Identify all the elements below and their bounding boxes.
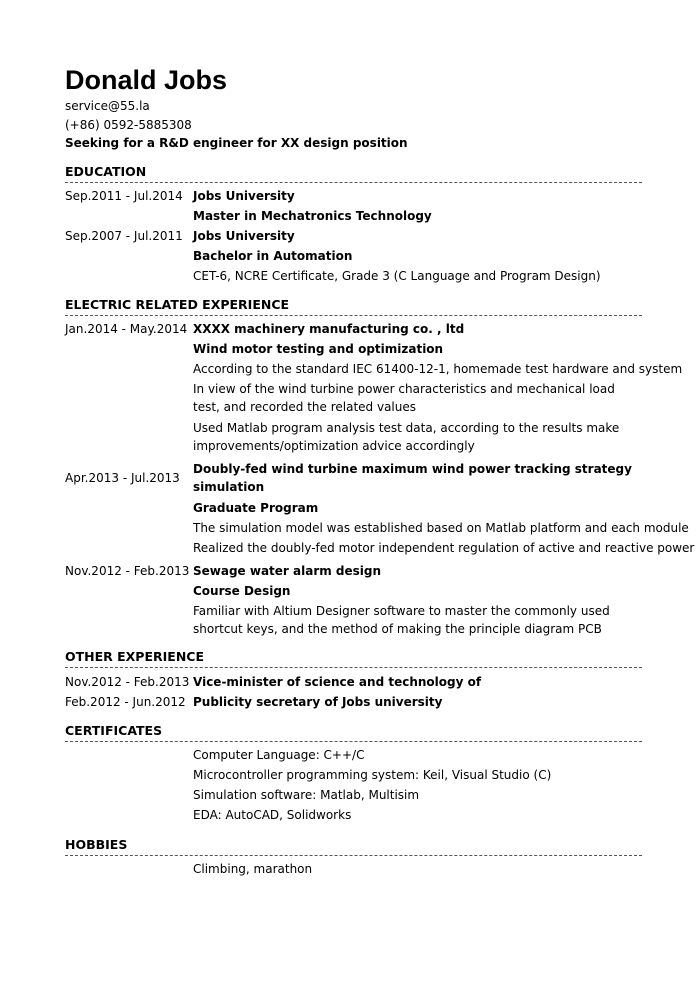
entry-date: Sep.2011 - Jul.2014 xyxy=(65,189,183,203)
entry-content xyxy=(193,186,642,226)
entry-date: Sep.2007 - Jul.2011 xyxy=(65,229,183,243)
phone: (+86) 0592-5885308 xyxy=(65,118,192,132)
entry-note: CET-6, NCRE Certificate, Grade 3 (C Language and Program Design) xyxy=(193,269,601,283)
entry-company: Sewage water alarm design xyxy=(193,564,382,578)
entry-date: Nov.2012 - Feb.2013 xyxy=(65,564,190,578)
entry-school: Jobs University xyxy=(193,229,295,243)
certificates-content xyxy=(193,745,642,825)
section-electric-title: ELECTRIC RELATED EXPERIENCE xyxy=(65,297,642,316)
entry-bullet: Used Matlab program analysis test data, according to the results make improvements/optimization advice accordingly xyxy=(193,421,620,453)
entry-company: Doubly-fed wind turbine maximum wind power tracking strategy simulation xyxy=(193,462,632,494)
entry-content xyxy=(193,672,642,692)
entry-role: Graduate Program xyxy=(193,501,319,515)
hobbies-text: Climbing, marathon xyxy=(193,862,313,876)
section-certificates-title: CERTIFICATES xyxy=(65,723,642,742)
entry-school: Jobs University xyxy=(193,189,295,203)
entry-bullet: In view of the wind turbine power characteristics and mechanical load test, and recorded the related values xyxy=(193,382,615,414)
email: service@55.la xyxy=(65,99,150,113)
entry-text: Publicity secretary of Jobs university xyxy=(193,695,443,709)
entry-bullet: The simulation model was established based on Matlab platform and each module xyxy=(193,521,689,535)
entry-text: Vice-minister of science and technology of xyxy=(193,675,482,689)
entry-content xyxy=(193,459,695,558)
entry-role: Wind motor testing and optimization xyxy=(193,342,444,356)
hobbies-content xyxy=(193,859,642,879)
certificate-item: Simulation software: Matlab, Multisim xyxy=(193,788,420,802)
certificate-item: Computer Language: C++/C xyxy=(193,748,365,762)
entry-content xyxy=(193,319,683,457)
entry-bullet: According to the standard IEC 61400-12-1, homemade test hardware and system xyxy=(193,362,683,376)
entry-role: Course Design xyxy=(193,584,291,598)
entry-degree: Bachelor in Automation xyxy=(193,249,353,263)
entry-date: Nov.2012 - Feb.2013 xyxy=(65,675,190,689)
section-hobbies-title: HOBBIES xyxy=(65,837,642,856)
entry-date: Feb.2012 - Jun.2012 xyxy=(65,695,186,709)
certificate-item: EDA: AutoCAD, Solidworks xyxy=(193,808,352,822)
entry-content xyxy=(193,226,642,286)
entry-content xyxy=(193,561,642,640)
objective: Seeking for a R&D engineer for XX design position xyxy=(65,136,408,150)
candidate-name: Donald Jobs xyxy=(65,65,228,95)
certificate-item: Microcontroller programming system: Keil, Visual Studio (C) xyxy=(193,768,552,782)
entry-bullet: Familiar with Altium Designer software to master the commonly used shortcut keys, and the method of making the principle diagram PCB xyxy=(193,604,610,636)
entry-date: Jan.2014 - May.2014 xyxy=(65,322,188,336)
section-education-title: EDUCATION xyxy=(65,164,642,183)
entry-bullet: Realized the doubly-fed motor independent regulation of active and reactive power xyxy=(193,541,695,555)
entry-company: XXXX machinery manufacturing co. , ltd xyxy=(193,322,465,336)
section-other-title: OTHER EXPERIENCE xyxy=(65,649,642,668)
entry-date: Apr.2013 - Jul.2013 xyxy=(65,471,180,485)
entry-degree: Master in Mechatronics Technology xyxy=(193,209,432,223)
entry-content xyxy=(193,692,642,712)
